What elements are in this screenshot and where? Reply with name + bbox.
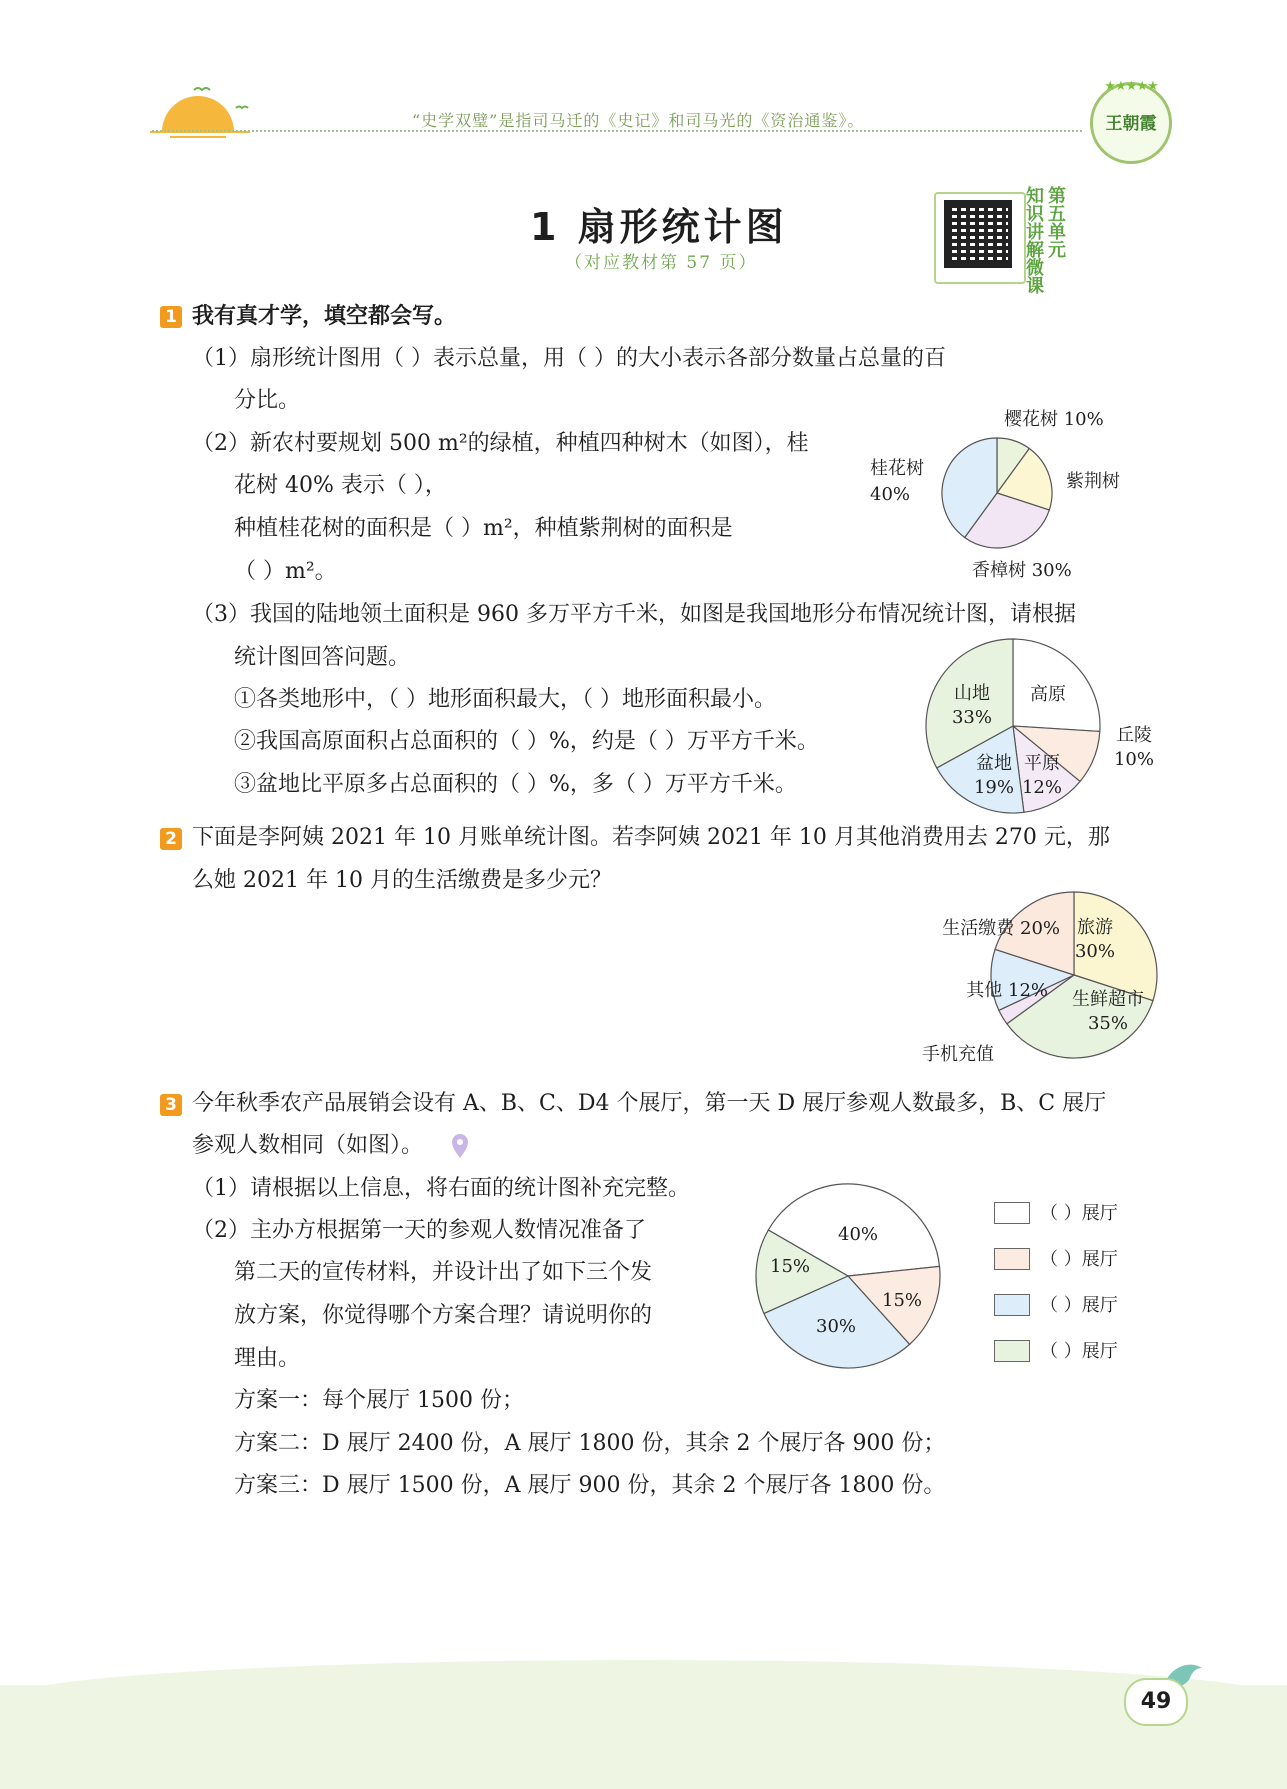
footer xyxy=(0,1685,1287,1789)
plan-line: 方案二：D 展厅 2400 份，A 展厅 1800 份，其余 2 个展厅各 900 份； xyxy=(234,1431,946,1456)
pie-label: 山地 33% xyxy=(951,683,992,728)
legend-swatch xyxy=(994,1202,1030,1224)
legend-swatch xyxy=(994,1340,1030,1362)
page-subtitle: （对应教材第 57 页） xyxy=(565,253,758,273)
badge-brand: 王朝霞 xyxy=(1105,114,1157,134)
legend-swatch xyxy=(994,1248,1030,1270)
legend-label: （ ）展厅 xyxy=(1040,1203,1118,1224)
legend-label: （ ）展厅 xyxy=(1040,1295,1118,1316)
question-line: （1）扇形统计图用（ ）表示总量，用（ ）的大小表示各部分数量占总量的百 xyxy=(192,346,946,371)
question-line: 放方案，你觉得哪个方案合理？请说明你的 xyxy=(234,1303,653,1328)
question-number: 1 xyxy=(160,306,182,328)
pie-label: 紫荆树 xyxy=(1066,471,1120,492)
question-line: ②我国高原面积占总面积的（ ）%，约是（ ）万平方千米。 xyxy=(234,729,819,754)
pie-label: 30% xyxy=(816,1316,857,1337)
plan-line: 方案三：D 展厅 1500 份，A 展厅 900 份，其余 2 个展厅各 1800 份。 xyxy=(234,1473,946,1498)
page-number: 49 xyxy=(1124,1678,1188,1726)
pie-label: 40% xyxy=(838,1224,879,1245)
location-pin-icon xyxy=(450,1133,470,1159)
qr-code-icon[interactable] xyxy=(944,200,1012,268)
question-line: 今年秋季农产品展销会设有 A、B、C、D4 个展厅，第一天 D 展厅参观人数最多，B、C 展厅 xyxy=(192,1091,1107,1116)
question-line: 统计图回答问题。 xyxy=(234,645,411,670)
question-line: （1）请根据以上信息，将右面的统计图补充完整。 xyxy=(192,1176,690,1201)
pie-label: 15% xyxy=(882,1290,923,1311)
question-line: 下面是李阿姨 2021 年 10 月账单统计图。若李阿姨 2021 年 10 月其他消费用去 270 元，那 xyxy=(192,825,1110,850)
question-line: 花树 40% 表示（ ）， xyxy=(234,473,447,498)
plan-line: 方案一：每个展厅 1500 份； xyxy=(234,1388,524,1413)
question-line: 参观人数相同（如图）。 xyxy=(192,1133,424,1158)
pie-label: 香樟树 30% xyxy=(972,560,1072,581)
pie-label: 高原 xyxy=(1030,684,1066,705)
question-line: （3）我国的陆地领土面积是 960 多万平方千米，如图是我国地形分布情况统计图，请根据 xyxy=(192,602,1076,627)
question-line: 理由。 xyxy=(234,1346,301,1371)
pie-label: 丘陵 10% xyxy=(1113,725,1154,770)
question-line: 种植桂花树的面积是（ ）m²，种植紫荆树的面积是 xyxy=(234,516,733,541)
question-line: 第二天的宣传材料，并设计出了如下三个发 xyxy=(234,1260,653,1285)
legend-swatch xyxy=(994,1294,1030,1316)
pie-label: 盆地 19% xyxy=(973,753,1014,798)
question-line: ①各类地形中，（ ）地形面积最大，（ ）地形面积最小。 xyxy=(234,687,776,712)
pie-label: 生活缴费 20% xyxy=(942,918,1060,939)
header-quote: “史学双璧”是指司马迁的《史记》和司马光的《资治通鉴》。 xyxy=(412,111,865,130)
pie-label: 平原 12% xyxy=(1021,753,1062,798)
question-line: （2）新农村要规划 500 m²的绿植，种植四种树木（如图），桂 xyxy=(192,431,809,456)
badge-stars: ★★★★★ xyxy=(1104,79,1158,94)
question-line: ③盆地比平原多占总面积的（ ）%，多（ ）万平方千米。 xyxy=(234,772,797,797)
brand-badge xyxy=(1090,79,1172,164)
question-line: （2）主办方根据第一天的参观人数情况准备了 xyxy=(192,1218,646,1243)
pie-label: 樱花树 10% xyxy=(1004,409,1104,430)
tree-pie-chart xyxy=(940,436,1054,550)
pie-label: 旅游 30% xyxy=(1074,917,1115,962)
pie-label: 生鲜超市 35% xyxy=(1072,989,1144,1034)
pie-label: 其他 12% xyxy=(966,980,1048,1001)
legend-label: （ ）展厅 xyxy=(1040,1249,1118,1270)
question-line: 分比。 xyxy=(234,388,301,413)
page-title: 1 扇形统计图 xyxy=(530,205,788,249)
legend-label: （ ）展厅 xyxy=(1040,1341,1118,1362)
pie-label: 桂花树 40% xyxy=(870,458,924,505)
qr-side-line: 知识讲解微课 xyxy=(1026,186,1044,297)
question-heading: 我有真才学，填空都会写。 xyxy=(192,303,457,329)
pie-label: 15% xyxy=(770,1256,811,1277)
qr-side-line: 第五单元 xyxy=(1048,186,1066,261)
question-number: 3 xyxy=(160,1094,182,1116)
pie-label: 手机充值 xyxy=(922,1044,994,1065)
question-line: （ ）m²。 xyxy=(234,559,337,584)
question-number: 2 xyxy=(160,828,182,850)
question-line: 么她 2021 年 10 月的生活缴费是多少元？ xyxy=(192,868,612,893)
